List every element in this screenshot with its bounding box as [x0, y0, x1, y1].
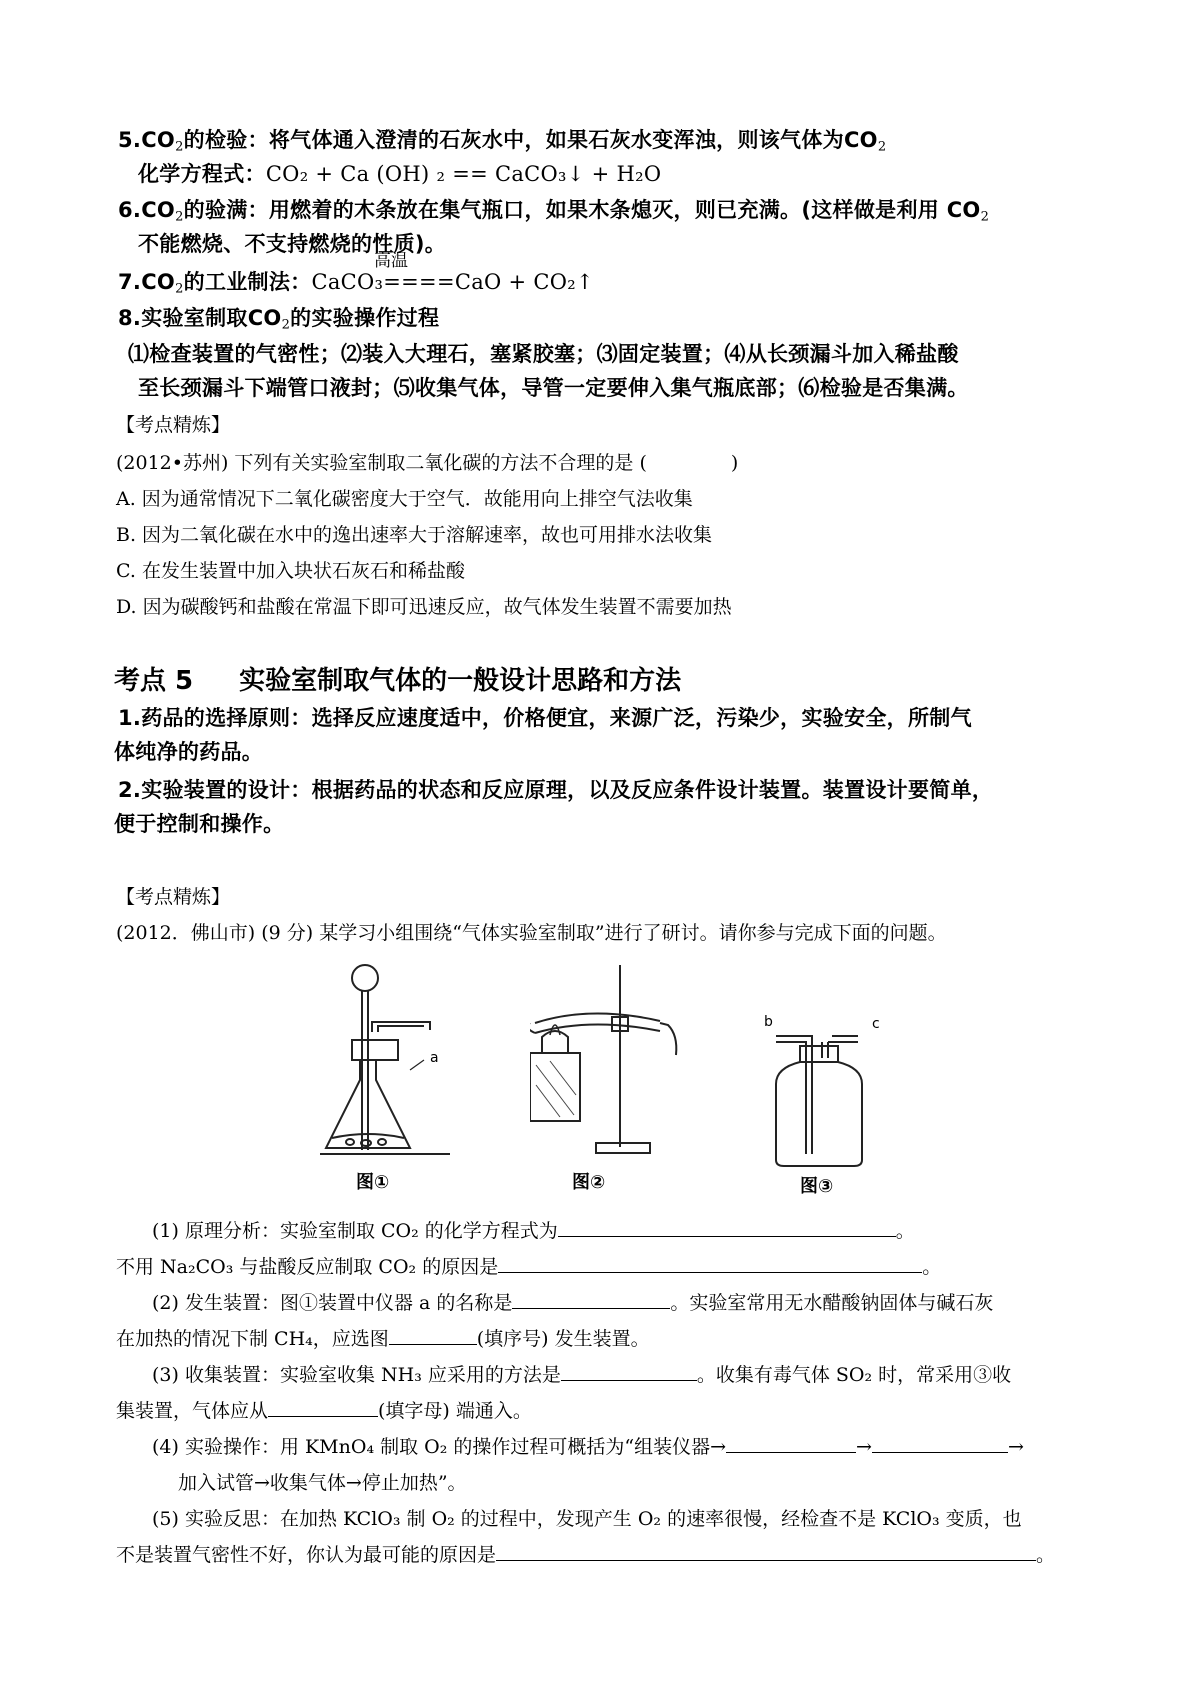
q1-b: 不用 Na₂CO₃ 与盐酸反应制取 CO₂ 的原因是 — [116, 1256, 499, 1278]
q5-line2 — [116, 1540, 1055, 1567]
practice1-question-text: (2012•苏州) 下列有关实验室制取二氧化碳的方法不合理的是 ( — [116, 452, 647, 474]
q3-a-end: 。收集有毒气体 SO₂ 时，常采用③收 — [696, 1364, 1012, 1386]
q3-line1 — [152, 1360, 1011, 1387]
q3-b: 集装置，气体应从 — [116, 1400, 269, 1422]
s5-equation: CO₂ + Ca (OH) ₂ == CaCO₃↓ + H₂O — [265, 162, 662, 186]
q2-b: 在加热的情况下制 CH₄，应选图 — [116, 1328, 389, 1350]
q1-a: (1) 原理分析：实验室制取 CO₂ 的化学方程式为 — [152, 1220, 558, 1242]
practice2-tag: 【考点精炼】 — [116, 886, 231, 908]
blank-q3-method[interactable] — [561, 1362, 697, 1381]
q2-b-end: (填序号) 发生装置。 — [476, 1328, 650, 1350]
practice1-close: ) — [730, 452, 739, 474]
q3-b-end: (填字母) 端通入。 — [378, 1400, 532, 1422]
blank-q5-reason[interactable] — [496, 1542, 1036, 1561]
s7-arrow: ==== — [383, 270, 455, 294]
q2-line1 — [152, 1288, 993, 1315]
q5-b-end: 。 — [1036, 1544, 1056, 1566]
q3-a: (3) 收集装置：实验室收集 NH₃ 应采用的方法是 — [152, 1364, 561, 1386]
s8-co: CO — [247, 306, 282, 330]
option-c: C. 在发生装置中加入块状石灰石和稀盐酸 — [116, 560, 465, 582]
s5-line1: $5.CO_2$的检验：将气体通入澄清的石灰水中，如果石灰水变浑浊，则该气体为$CO_2$ — [118, 128, 887, 155]
figure-2-drawing — [530, 965, 680, 1160]
figure-1 — [320, 960, 450, 1160]
caption-fig2: 图② — [572, 1172, 606, 1193]
label-c: c — [872, 1016, 880, 1032]
section5-p2-line2: 便于控制和操作。 — [114, 812, 285, 836]
q4-line1 — [152, 1432, 1024, 1459]
blank-q4-step2[interactable] — [872, 1434, 1008, 1453]
q2-line2 — [116, 1324, 650, 1351]
q1-a-end: 。 — [895, 1220, 915, 1242]
s7-pre: 7.CO — [118, 270, 176, 294]
s7-eq-right: CaO + CO₂↑ — [454, 270, 594, 294]
caption-fig3: 图③ — [800, 1176, 834, 1197]
caption-fig1: 图① — [356, 1172, 390, 1193]
s6-mid: 的验满：用燃着的木条放在集气瓶口，如果木条熄灭，则已充满。(这样做是利用 — [183, 198, 940, 222]
s8-title: 8.实验室制取$CO_2$的实验操作过程 — [118, 306, 440, 333]
label-b: b — [764, 1014, 773, 1030]
option-a: A. 因为通常情况下二氧化碳密度大于空气．故能用向上排空气法收集 — [116, 488, 693, 510]
s7-eq-left: CaCO₃ — [311, 270, 384, 294]
figure-2 — [530, 965, 680, 1160]
practice2-intro: (2012．佛山市) (9 分) 某学习小组围绕“气体实验室制取”进行了研讨。请你参与完成下面的问题。 — [116, 922, 947, 944]
section5-label: 考点 5 — [114, 666, 194, 696]
blank-q2-figure[interactable] — [389, 1326, 477, 1345]
q5-line1: (5) 实验反思：在加热 KClO₃ 制 O₂ 的过程中，发现产生 O₂ 的速率很慢，经检查不是 KClO₃ 变质，也 — [152, 1508, 1022, 1530]
practice1-question — [116, 448, 738, 475]
blank-q3-end[interactable] — [268, 1398, 378, 1417]
s8-pre: 8.实验室制取 — [118, 306, 248, 330]
s8-post: 的实验操作过程 — [290, 306, 440, 330]
s6-co: CO — [946, 198, 981, 222]
s6-line1: $6.CO_2$的验满：用燃着的木条放在集气瓶口，如果木条熄灭，则已充满。(这样做是利用 $CO_2$ — [118, 198, 990, 225]
s5-co: CO — [843, 128, 878, 152]
q4-line2: 加入试管→收集气体→停止加热”。 — [178, 1472, 467, 1494]
option-d: D. 因为碳酸钙和盐酸在常温下即可迅速反应，故气体发生装置不需要加热 — [116, 596, 732, 618]
blank-q1-reason[interactable] — [498, 1254, 922, 1273]
q2-a: (2) 发生装置：图①装置中仪器 a 的名称是 — [152, 1292, 513, 1314]
blank-q4-step1[interactable] — [726, 1434, 856, 1453]
q4-arrow: → — [856, 1436, 872, 1458]
q2-a-end: 。实验室常用无水醋酸钠固体与碱石灰 — [670, 1292, 994, 1314]
section5-title: 实验室制取气体的一般设计思路和方法 — [239, 666, 682, 696]
s5-eq-label: 化学方程式： — [138, 162, 266, 186]
q5-b: 不是装置气密性不好，你认为最可能的原因是 — [116, 1544, 497, 1566]
q4-arrow2: → — [1007, 1436, 1024, 1458]
s5-pre: 5.CO — [118, 128, 176, 152]
funnel-bulb — [352, 965, 378, 991]
s5-line2 — [138, 158, 661, 188]
section5-p1-line1: 1.药品的选择原则：选择反应速度适中，价格便宜，来源广泛，污染少，实验安全，所制气 — [118, 706, 972, 730]
option-b: B. 因为二氧化碳在水中的逸出速率大于溶解速率，故也可用排水法收集 — [116, 524, 713, 546]
s7-mid: 的工业制法： — [183, 270, 312, 294]
section5-heading — [114, 660, 681, 697]
s6-line2: 不能燃烧、不支持燃烧的性质)。 — [138, 232, 447, 256]
s8-steps-line1: ⑴检查装置的气密性；⑵装入大理石，塞紧胶塞；⑶固定装置；⑷从长颈漏斗加入稀盐酸 — [128, 342, 959, 366]
blank-q1-equation[interactable] — [558, 1218, 896, 1237]
q1-line2 — [116, 1252, 941, 1279]
practice1-tag: 【考点精炼】 — [116, 414, 231, 436]
s7-line: $7.CO_2$的工业制法：CaCO₃====CaO + CO₂↑ — [118, 270, 594, 297]
s6-pre: 6.CO — [118, 198, 176, 222]
s5-mid: 的检验：将气体通入澄清的石灰水中，如果石灰水变浑浊，则该气体为 — [183, 128, 844, 152]
blank-q2-instrument[interactable] — [512, 1290, 670, 1309]
label-a: a — [430, 1050, 439, 1066]
q3-line2 — [116, 1396, 532, 1423]
figure-3 — [764, 1014, 896, 1174]
s8-steps-line2: 至长颈漏斗下端管口液封；⑸收集气体，导管一定要伸入集气瓶底部；⑹检验是否集满。 — [138, 376, 969, 400]
s7-condition: 高温 — [374, 251, 408, 271]
q1-line1 — [152, 1216, 915, 1243]
q4-a: (4) 实验操作：用 KMnO₄ 制取 O₂ 的操作过程可概括为“组装仪器→ — [152, 1436, 727, 1458]
q1-b-end: 。 — [922, 1256, 942, 1278]
section5-p2-line1: 2.实验装置的设计：根据药品的状态和反应原理，以及反应条件设计装置。装置设计要简单， — [118, 778, 994, 802]
figure-3-drawing — [766, 1024, 896, 1174]
section5-p1-line2: 体纯净的药品。 — [114, 740, 264, 764]
